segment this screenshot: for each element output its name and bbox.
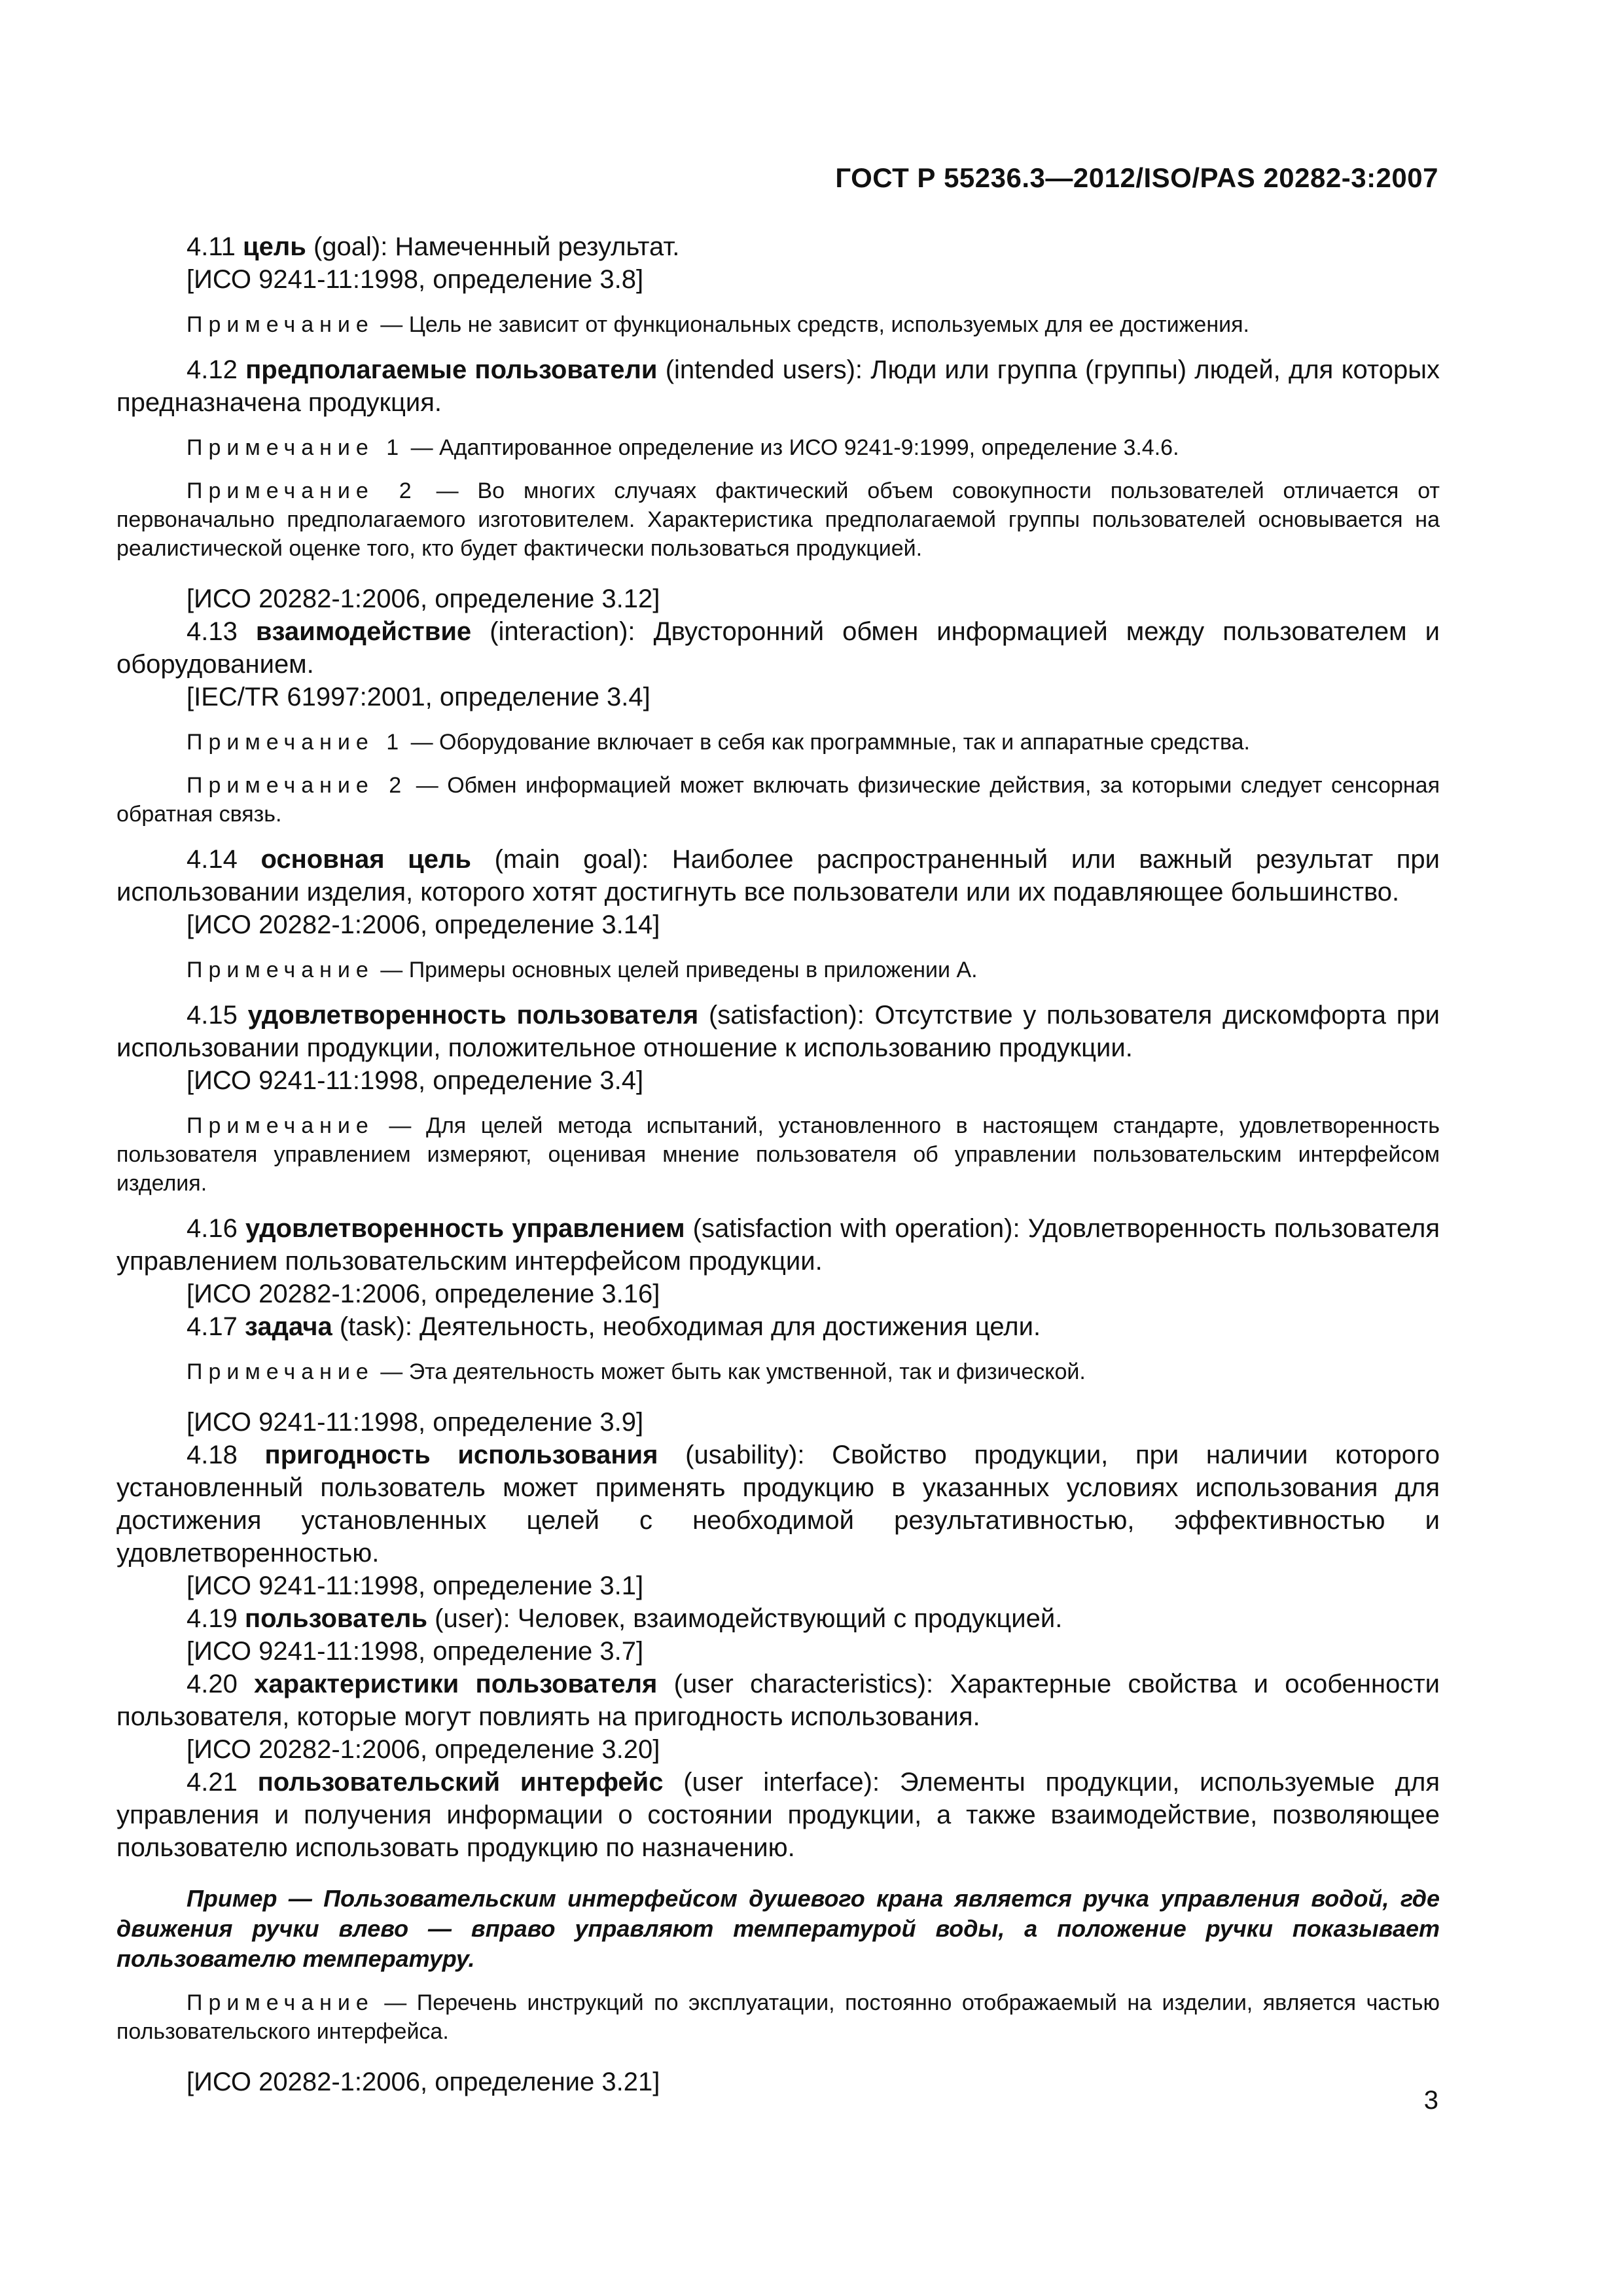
definition-text: (satisfaction with operation): Удовлетворенность пользователя управлением пользовательским интерфейсом продукции. — [116, 1214, 1440, 1276]
note-label: Примечание 2 — [187, 478, 418, 503]
term: задача — [244, 1312, 332, 1341]
definition-text: (usability): Свойство продукции, при наличии которого установленный пользователь может применять продукцию в указанных условиях использования для достижения установленных целей с необходимой результативностью, эффективностью и удовлетворенностью. — [116, 1441, 1440, 1568]
note-label: Примечание 2 — [187, 773, 408, 798]
note-4-17 — [116, 1357, 1440, 1386]
note-4-12-2 — [116, 476, 1440, 563]
clause-number: 4.18 — [187, 1441, 238, 1469]
definition-text: (satisfaction): Отсутствие у пользователя дискомфорта при использовании продукции, положительное отношение к использованию продукции. — [116, 1001, 1440, 1062]
source-reference: [ИСО 9241-11:1998, определение 3.4] — [187, 1066, 644, 1095]
note-label: Примечание — [187, 1359, 374, 1384]
definition-4-12 — [116, 353, 1440, 419]
note-text: — Перечень инструкций по эксплуатации, постоянно отображаемый на изделии, является частью пользовательского интерфейса. — [116, 1990, 1440, 2044]
definition-4-13 — [116, 615, 1440, 681]
source-reference: [ИСО 20282-1:2006, определение 3.12] — [187, 584, 660, 613]
definition-4-21 — [116, 1766, 1440, 1864]
document-code-header: ГОСТ Р 55236.3—2012/ISO/PAS 20282-3:2007 — [835, 162, 1438, 193]
note-label: Примечание 1 — [187, 730, 405, 755]
definition-4-17 — [116, 1310, 1440, 1343]
note-text: — Адаптированное определение из ИСО 9241-9:1999, определение 3.4.6. — [404, 435, 1179, 460]
term: взаимодействие — [255, 617, 472, 646]
note-text: — Эта деятельность может быть как умственной, так и физической. — [374, 1359, 1086, 1384]
term: основная цель — [260, 845, 471, 874]
definition-4-16 — [116, 1212, 1440, 1278]
definition-4-18 — [116, 1439, 1440, 1570]
note-text: — Во многих случаях фактический объем совокупности пользователей отличается от первоначально предполагаемого изготовителем. Характеристика предполагаемой группы пользователей основывается на реалистической оценке того, кто будет фактически пользоваться продукцией. — [116, 478, 1440, 561]
clause-number: 4.13 — [187, 617, 238, 646]
clause-number: 4.14 — [187, 845, 238, 874]
example-4-21: Пример — Пользовательским интерфейсом душевого крана является ручка управления водой, где движения ручки влево — вправо управляют температурой воды, а положение ручки показывает пользователю температуру. — [116, 1885, 1440, 1972]
note-4-14 — [116, 956, 1440, 984]
definition-4-11 — [116, 230, 1440, 263]
definition-4-14 — [116, 843, 1440, 908]
source-reference: [ИСО 9241-11:1998, определение 3.7] — [187, 1637, 644, 1666]
note-text: — Примеры основных целей приведены в приложении А. — [374, 958, 978, 982]
definition-text: (task): Деятельность, необходимая для достижения цели. — [332, 1312, 1041, 1341]
note-label: Примечание — [187, 1990, 374, 2015]
term: цель — [243, 232, 306, 261]
document-body — [116, 230, 1440, 2098]
definition-text: (intended users): Люди или группа (группы) людей, для которых предназначена продукция. — [116, 355, 1440, 417]
definition-text: (user interface): Элементы продукции, используемые для управления и получения информации о состоянии продукции, а также взаимодействие, позволяющее пользователю использовать продукцию по назначению. — [116, 1768, 1440, 1862]
source-reference: [ИСО 20282-1:2006, определение 3.16] — [187, 1280, 660, 1308]
clause-number: 4.16 — [187, 1214, 238, 1243]
definition-text: (user): Человек, взаимодействующий с продукцией. — [427, 1604, 1063, 1633]
source-reference: [ИСО 9241-11:1998, определение 3.1] — [187, 1571, 644, 1600]
note-4-21 — [116, 1988, 1440, 2046]
term: пользовательский интерфейс — [257, 1768, 664, 1797]
note-text: — Цель не зависит от функциональных средств, используемых для ее достижения. — [374, 312, 1249, 337]
definition-4-20 — [116, 1668, 1440, 1733]
clause-number: 4.11 — [187, 232, 236, 261]
note-text: — Для целей метода испытаний, установленного в настоящем стандарте, удовлетворенность пользователя управлением измеряют, оценивая мнение пользователя об управлении пользовательским интерфейсом изделия. — [116, 1113, 1440, 1196]
source-reference: [ИСО 20282-1:2006, определение 3.14] — [187, 910, 660, 939]
definition-text: (user characteristics): Характерные свойства и особенности пользователя, которые могут повлиять на пригодность использования. — [116, 1670, 1440, 1731]
note-4-13-1 — [116, 728, 1440, 757]
clause-number: 4.17 — [187, 1312, 238, 1341]
note-4-13-2 — [116, 771, 1440, 829]
term: удовлетворенность управлением — [245, 1214, 685, 1243]
clause-number: 4.21 — [187, 1768, 238, 1797]
note-4-12-1 — [116, 433, 1440, 462]
term: удовлетворенность пользователя — [247, 1001, 699, 1030]
definition-4-19 — [116, 1602, 1440, 1635]
term: характеристики пользователя — [254, 1670, 658, 1698]
note-label: Примечание — [187, 312, 374, 337]
note-label: Примечание 1 — [187, 435, 405, 460]
source-reference: [ИСО 9241-11:1998, определение 3.9] — [187, 1408, 644, 1437]
source-reference: [ИСО 9241-11:1998, определение 3.8] — [187, 265, 644, 294]
definition-4-15 — [116, 999, 1440, 1064]
source-reference: [ИСО 20282-1:2006, определение 3.21] — [187, 2068, 660, 2096]
note-4-11 — [116, 310, 1440, 339]
note-4-15 — [116, 1111, 1440, 1198]
term: пригодность использования — [264, 1441, 658, 1469]
clause-number: 4.20 — [187, 1670, 238, 1698]
source-reference: [ИСО 20282-1:2006, определение 3.20] — [187, 1735, 660, 1764]
term: пользователь — [244, 1604, 428, 1633]
page-number: 3 — [1423, 2086, 1438, 2115]
note-text: — Обмен информацией может включать физические действия, за которыми следует сенсорная обратная связь. — [116, 773, 1440, 827]
note-text: — Оборудование включает в себя как программные, так и аппаратные средства. — [404, 730, 1250, 755]
clause-number: 4.12 — [187, 355, 238, 384]
clause-number: 4.15 — [187, 1001, 238, 1030]
note-label: Примечание — [187, 958, 374, 982]
clause-number: 4.19 — [187, 1604, 238, 1633]
definition-text: (main goal): Наиболее распространенный или важный результат при использовании изделия, которого хотят достигнуть все пользователи или их подавляющее большинство. — [116, 845, 1440, 906]
definition-text: (goal): Намеченный результат. — [306, 232, 680, 261]
definition-text: (interaction): Двусторонний обмен информацией между пользователем и оборудованием. — [116, 617, 1440, 679]
note-label: Примечание — [187, 1113, 374, 1138]
term: предполагаемые пользователи — [245, 355, 658, 384]
source-reference: [IEC/TR 61997:2001, определение 3.4] — [187, 683, 651, 711]
